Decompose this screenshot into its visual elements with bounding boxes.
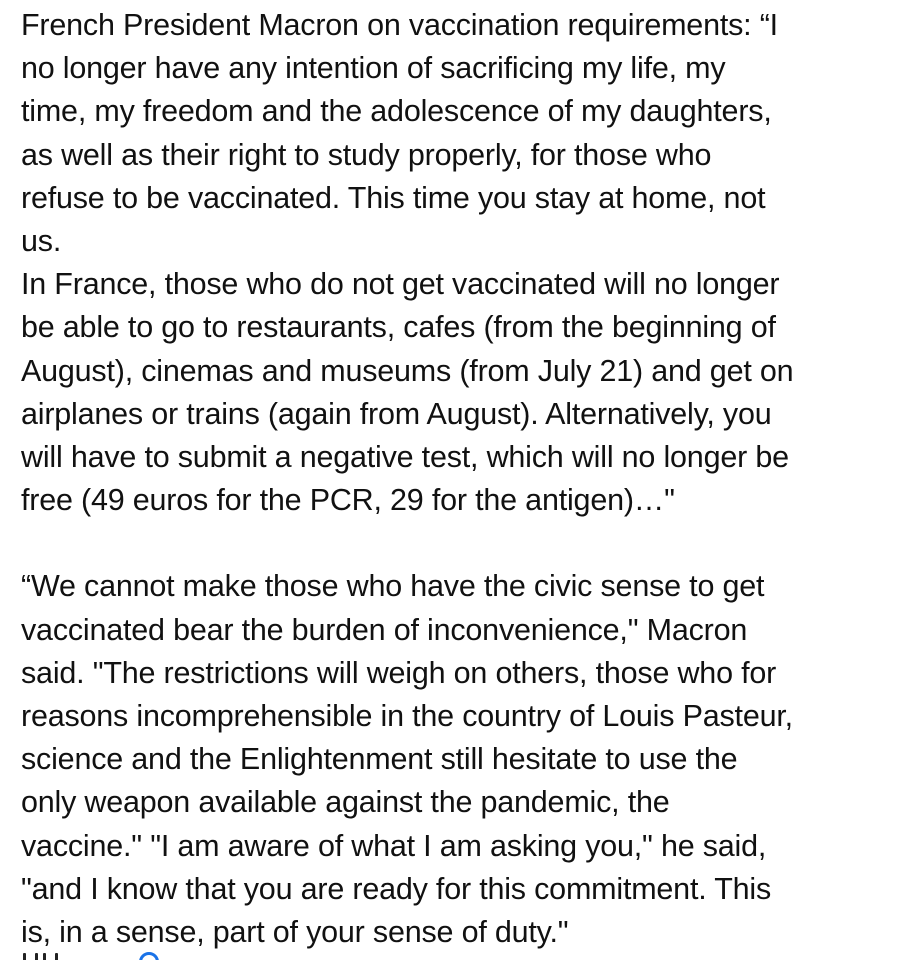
- post-text-line: “We cannot make those who have the civic sense to get: [21, 569, 765, 604]
- post-text-line: free (49 euros for the PCR, 29 for the antigen)…": [21, 483, 675, 518]
- post-text-line: airplanes or trains (again from August). Alternatively, you: [21, 396, 772, 431]
- text-fragment: [23, 953, 26, 960]
- post-text-line: French President Macron on vaccination requirements: “I: [21, 8, 778, 42]
- post-text-line: no longer have any intention of sacrificing my life, my: [21, 51, 726, 86]
- post-text-line: as well as their right to study properly, for those who: [21, 137, 712, 172]
- post-text-line: science and the Enlightenment still hesitate to use the: [21, 742, 738, 777]
- post-text-line: us.: [21, 223, 62, 258]
- cut-off-next-line: [21, 950, 221, 960]
- post-text-line: vaccinated bear the burden of inconvenience," Macron: [21, 612, 748, 647]
- text-fragment: [35, 953, 38, 960]
- post-text-line: In France, those who do not get vaccinated will no longer: [21, 267, 780, 302]
- post-body-text: [21, 4, 901, 954]
- post-text-line: be able to go to restaurants, cafes (from the beginning of: [21, 310, 776, 345]
- text-fragment: [55, 953, 58, 960]
- post-text-line: vaccine." "I am aware of what I am asking you," he said,: [21, 828, 767, 863]
- post-text-line: only weapon available against the pandemic, the: [21, 785, 670, 820]
- post-text-line: said. "The restrictions will weigh on others, those who for: [21, 655, 777, 690]
- post-text-line: reasons incomprehensible in the country of Louis Pasteur,: [21, 699, 793, 733]
- text-fragment: [43, 953, 46, 960]
- post-text-line: time, my freedom and the adolescence of my daughters,: [21, 94, 772, 129]
- post-text-line: will have to submit a negative test, which will no longer be: [21, 439, 789, 474]
- post-text-line: refuse to be vaccinated. This time you stay at home, not: [21, 180, 766, 215]
- paragraph-spacer: [21, 522, 901, 565]
- post-text-line: August), cinemas and museums (from July 21) and get on: [21, 353, 794, 388]
- link-fragment-icon: [139, 952, 159, 960]
- post-text-line: "and I know that you are ready for this commitment. This: [21, 871, 772, 906]
- post-text-line: is, in a sense, part of your sense of duty.": [21, 914, 569, 949]
